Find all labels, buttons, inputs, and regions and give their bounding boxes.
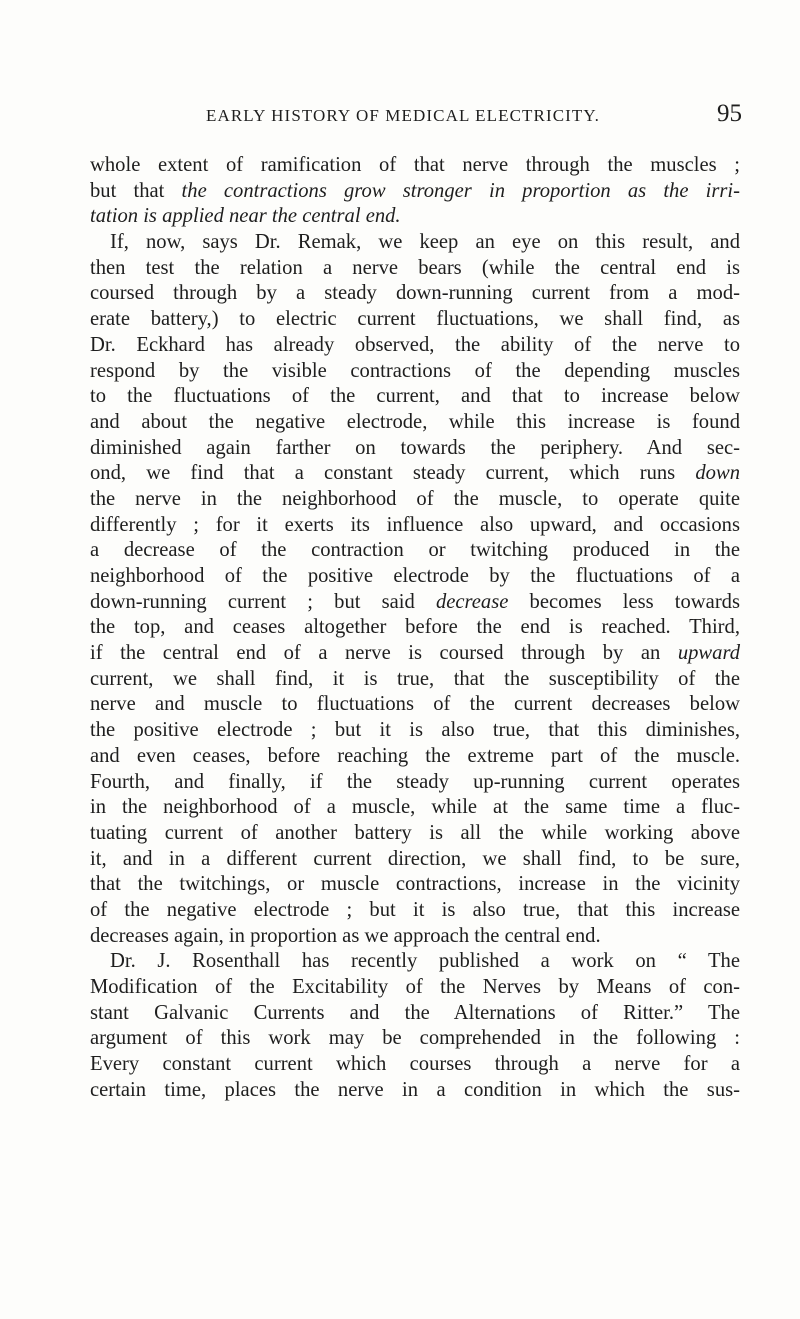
text-line [90,641,740,667]
text-segment: tuating current of another battery is all the while working above [90,821,740,844]
text-line [90,615,740,641]
text-segment: in the neighborhood of a muscle, while at the same time a fluc- [90,796,740,819]
text-segment: ond, we find that a constant steady current, which runs [90,462,696,485]
text-line [90,692,740,718]
text-line [90,333,740,359]
italic-text-segment: upward [677,642,740,665]
text-segment: of the negative electrode ; but it is also true, that this increase [90,898,740,921]
text-segment: Fourth, and finally, if the steady up-running current operates [90,770,740,793]
italic-text-segment: the contractions grow stronger in proportion as the irri- [181,179,740,202]
text-line [90,1052,740,1078]
text-line [90,410,740,436]
text-line [90,436,740,462]
text-segment: but that [90,179,182,202]
text-segment: If, now, says Dr. Remak, we keep an eye on this result, and [110,231,740,254]
text-line [90,153,740,179]
text-segment: current, we shall find, it is true, that the susceptibility of the [90,667,740,690]
text-line [90,744,740,770]
text-line [90,179,740,205]
text-line [90,590,740,616]
text-line [90,487,740,513]
text-line [90,821,740,847]
running-header [120,100,740,136]
text-line [90,461,740,487]
text-line [90,718,740,744]
text-segment: the nerve in the neighborhood of the muscle, to operate quite [90,487,740,510]
text-line [90,513,740,539]
italic-text-segment: decrease [435,590,509,613]
text-segment: diminished again farther on towards the periphery. And sec- [90,436,740,459]
text-line [90,564,740,590]
text-segment: that the twitchings, or muscle contractions, increase in the vicinity [90,873,740,896]
text-segment: certain time, places the nerve in a condition in which the sus- [90,1078,740,1101]
text-segment: a decrease of the contraction or twitching produced in the [90,539,740,562]
text-segment: Dr. J. Rosenthall has recently published a work on “ The [110,950,740,973]
text-line [90,667,740,693]
text-line [90,1001,740,1027]
text-segment: and even ceases, before reaching the extreme part of the muscle. [90,744,740,767]
text-line [90,949,740,975]
text-segment: coursed through by a steady down-running current from a mod- [90,282,740,305]
text-line [90,384,740,410]
text-line [90,281,740,307]
text-segment: the positive electrode ; but it is also true, that this diminishes, [90,719,740,742]
text-segment: to the fluctuations of the current, and that to increase below [90,385,740,408]
text-segment: the top, and ceases altogether before the end is reached. Third, [90,616,740,639]
text-segment: Modification of the Excitability of the Nerves by Means of con- [90,976,740,998]
text-line [90,1026,740,1052]
text-segment: then test the relation a nerve bears (while the central end is [90,256,740,279]
text-line [90,204,740,230]
text-line [90,538,740,564]
text-segment: if the central end of a nerve is coursed through by an [90,642,678,665]
text-line [90,898,740,924]
text-line [90,847,740,873]
text-line [90,872,740,898]
text-segment: down-running current ; but said [90,590,436,613]
text-segment: neighborhood of the positive electrode by the fluctuations of a [90,565,740,587]
text-segment: nerve and muscle to fluctuations of the current decreases below [90,693,740,716]
body-text [90,153,740,1103]
text-line [90,770,740,796]
text-segment: decreases again, in proportion as we approach the central end. [90,924,601,947]
text-segment: differently ; for it exerts its influence also upward, and occasions [90,513,740,536]
text-segment: argument of this work may be comprehended in the following : [90,1027,740,1050]
text-line [90,924,740,950]
text-segment: whole extent of ramification of that nerve through the muscles ; [90,154,740,176]
page-number: 95 [717,100,742,127]
text-line [90,230,740,256]
text-segment: stant Galvanic Currents and the Alternations of Ritter.” The [90,1001,740,1024]
text-line [90,307,740,333]
text-line [90,1078,740,1104]
text-line [90,256,740,282]
text-segment: respond by the visible contractions of the depending muscles [90,359,740,382]
text-segment: and about the negative electrode, while this increase is found [90,410,740,433]
italic-text-segment: down [695,462,740,485]
text-line [90,359,740,385]
text-segment: becomes less towards [508,590,740,613]
running-title: EARLY HISTORY OF MEDICAL ELECTRICITY. [206,106,600,125]
italic-text-segment: tation is applied near the central end. [90,205,401,228]
text-segment: it, and in a different current direction, we shall find, to be sure, [90,847,740,870]
text-segment: Every constant current which courses through a nerve for a [90,1053,740,1076]
text-line [90,975,740,1001]
text-segment: Dr. Eckhard has already observed, the ability of the nerve to [90,333,740,356]
text-line [90,795,740,821]
text-segment: erate battery,) to electric current fluctuations, we shall find, as [90,308,740,331]
